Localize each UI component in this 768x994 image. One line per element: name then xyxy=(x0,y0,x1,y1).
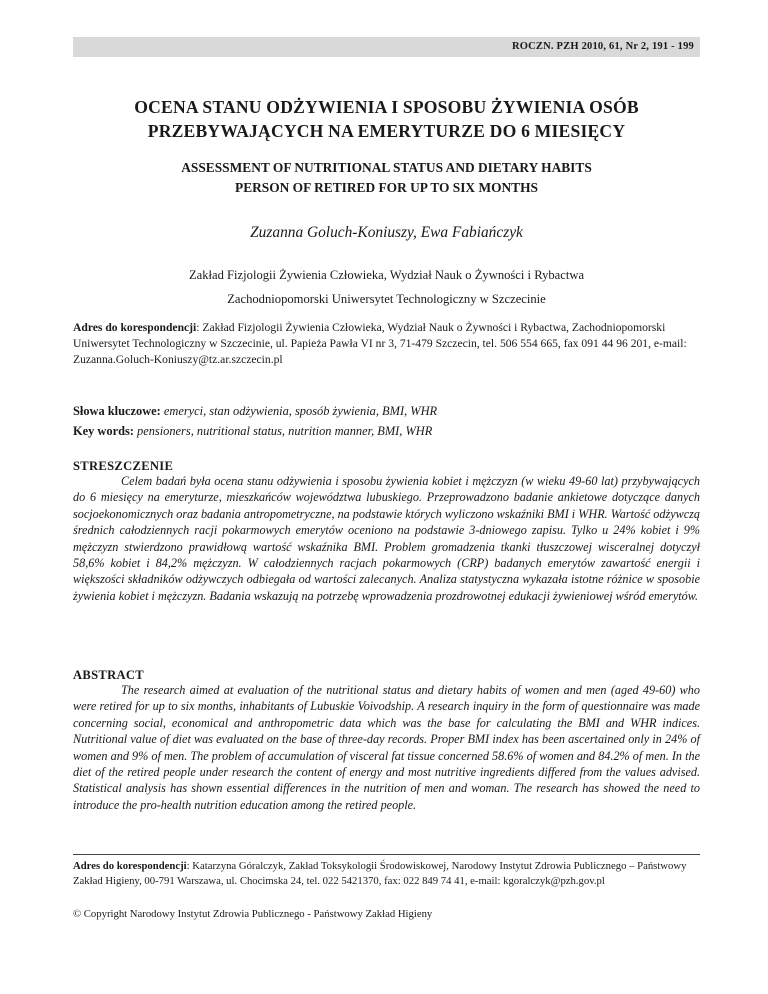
correspondence-address xyxy=(73,320,700,368)
keywords-polish xyxy=(73,404,700,419)
affiliation-line-2: Zachodniopomorski Uniwersytet Technologiczny w Szczecinie xyxy=(227,292,546,306)
title-polish xyxy=(73,95,700,143)
title-polish-line-2: PRZEBYWAJĄCYCH NA EMERYTURZE DO 6 MIESIĘCY xyxy=(147,121,626,141)
keywords-english-text: pensioners, nutritional status, nutrition manner, BMI, WHR xyxy=(137,424,433,438)
title-polish-line-1: OCENA STANU ODŻYWIENIA I SPOSOBU ŻYWIENIA OSÓB xyxy=(134,97,639,117)
correspondence-label: Adres do korespondencji xyxy=(73,321,197,334)
abstract-heading: ABSTRACT xyxy=(73,668,144,682)
keywords-polish-label: Słowa kluczowe: xyxy=(73,404,164,418)
footnote-label: Adres do korespondencji xyxy=(73,860,187,872)
footnote-divider xyxy=(73,854,700,855)
footnote-text: : Katarzyna Góralczyk, Zakład Toksykologii Środowiskowej, Narodowy Instytut Zdrowia Publicznego – Państwowy Zakład Higieny, 00-791 Warszawa, ul. Chocimska 24, tel. 022 5421370, fax: 022 849 74 41, e-mail: kgoralczyk@pzh.gov.pl xyxy=(73,860,687,887)
affiliation-line-1: Zakład Fizjologii Żywienia Człowieka, Wydział Nauk o Żywności i Rybactwa xyxy=(188,268,585,282)
copyright-notice: © Copyright Narodowy Instytut Zdrowia Publicznego - Państwowy Zakład Higieny xyxy=(73,908,433,920)
title-english xyxy=(73,158,700,198)
title-english-line-2: PERSON OF RETIRED FOR UP TO SIX MONTHS xyxy=(235,180,538,195)
streszczenie-body: Celem badań była ocena stanu odżywienia i sposobu żywienia kobiet i mężczyzn (w wieku 49-60 lat) przybywających do 6 miesięcy na emeryturze, mieszkańców województwa lubuskiego. Przeprowadzono badanie ankietowe dotyczące danych socjoekonomicznych oraz badania antropometryczne, na podstawie których wyliczono wskaźniki BMI i WHR. Wartość odżywczą średnich całodziennych racji pokarmowych emerytów oceniono na podstawie 3-dniowego zapisu. Tylko u 24% kobiet i 9% mężczyzn stwierdzono prawidłową wartość wskaźnika BMI. Problem gromadzenia tkanki tłuszczowej wisceralnej dotyczył 58,6% kobiet i 84,2% mężczyzn. W całodziennych racjach pokarmowych (CRP) badanych emerytów zawartość energii i większości składników odżywczych odbiegała od wartości zalecanych. Analiza statystyczna wykazała istotne różnice w sposobie żywienia kobiet i mężczyzn. Badania wskazują na potrzebę wprowadzenia prozdrowotnej edukacji żywieniowej wśród emerytów. xyxy=(73,474,701,603)
authors: Zuzanna Goluch-Koniuszy, Ewa Fabiańczyk xyxy=(250,224,523,241)
keywords-polish-text: emeryci, stan odżywienia, sposób żywienia, BMI, WHR xyxy=(163,404,438,418)
keywords-english xyxy=(73,424,700,439)
keywords-english-label: Key words: xyxy=(73,424,138,438)
journal-header-bar xyxy=(73,37,700,57)
footnote-correspondence xyxy=(73,859,700,889)
title-english-line-1: ASSESSMENT OF NUTRITIONAL STATUS AND DIETARY HABITS xyxy=(181,160,592,175)
journal-reference: ROCZN. PZH 2010, 61, Nr 2, 191 - 199 xyxy=(511,41,694,52)
abstract-body: The research aimed at evaluation of the nutritional status and dietary habits of women and men (aged 49-60) who were retired for up to six months, inhabitants of Lubuskie Voivodship. A research inquiry in the form of questionnaire was made concerning social, economical and anthropometric data which was the base for calculating the BMI and WHR indices. Nutritional value of diet was evaluated on the base of three-day records. Proper BMI index has been ascertained only in 24% of women and 9% of men. The problem of accumulation of visceral fat tissue concerned 58.6% of women and 84.2% of men. In the diet of the retired people under research the content of energy and most nutritive ingredients differed from the values advised. Statistical analysis has shown essential differences in the nutrition of men and woman. The research has showed the need to introduce the pro-health nutrition education among the retired people. xyxy=(73,683,700,812)
streszczenie-heading: STRESZCZENIE xyxy=(73,459,174,473)
correspondence-text: : Zakład Fizjologii Żywienia Człowieka, Wydział Nauk o Żywności i Rybactwa, Zachodniopomorski Uniwersytet Technologiczny w Szczecinie, ul. Papieża Pawła VI nr 3, 71-479 Szczecin, tel. 506 554 665, fax 091 44 96 201, e-mail: Zuzanna.Goluch-Koniuszy@tz.ar.szczecin.pl xyxy=(73,321,687,366)
